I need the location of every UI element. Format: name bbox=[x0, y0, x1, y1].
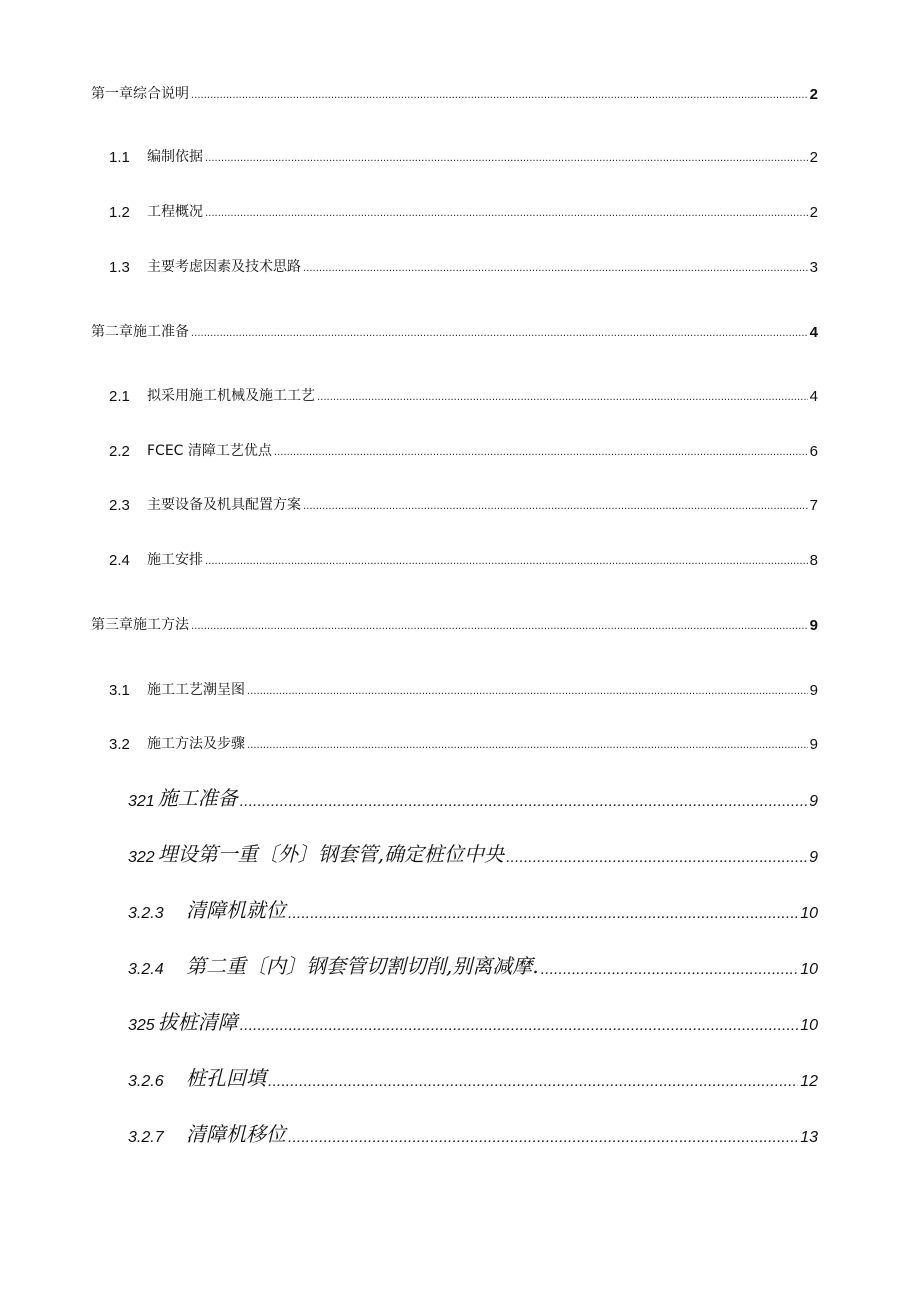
toc-leader-dots bbox=[274, 446, 808, 460]
toc-entry-number: 1.1 bbox=[109, 149, 130, 166]
toc-leader-dots bbox=[317, 391, 808, 405]
toc-page-number: 4 bbox=[809, 324, 818, 341]
toc-entry-3-2-3[interactable] bbox=[128, 897, 818, 923]
toc-entry-number: 3.1 bbox=[109, 682, 130, 699]
toc-entry-number: 325 bbox=[128, 1017, 155, 1034]
toc-leader-dots bbox=[303, 500, 808, 514]
toc-page-number: 3 bbox=[809, 259, 818, 276]
toc-page-number: 10 bbox=[800, 905, 818, 922]
toc-page-number: 10 bbox=[800, 961, 818, 978]
toc-entry-title: 施工工艺潮呈图 bbox=[147, 682, 245, 698]
toc-entry-1-3[interactable] bbox=[109, 256, 818, 276]
toc-entry-3-1[interactable] bbox=[109, 679, 818, 699]
toc-entry-2-3[interactable] bbox=[109, 494, 818, 514]
toc-entry-title: 清障机就位 bbox=[186, 898, 286, 922]
toc-entry-3-2-5[interactable] bbox=[128, 1009, 818, 1035]
toc-entry-number: 2.1 bbox=[109, 388, 130, 405]
toc-leader-dots bbox=[303, 262, 808, 276]
toc-page-number: 2 bbox=[809, 149, 818, 166]
toc-leader-dots bbox=[247, 739, 808, 753]
toc-entry-3-2-2[interactable] bbox=[128, 841, 818, 867]
toc-page-number: 7 bbox=[809, 497, 818, 514]
toc-entry-title: 编制依据 bbox=[147, 149, 203, 165]
toc-entry-number: 2.4 bbox=[109, 552, 130, 569]
toc-entry-number: 2.2 bbox=[109, 443, 130, 460]
toc-page-number: 6 bbox=[809, 443, 818, 460]
toc-entry-title: 第一章综合说明 bbox=[91, 86, 189, 102]
toc-entry-number: 321 bbox=[128, 793, 155, 810]
toc-entry-title: 第二章施工准备 bbox=[91, 324, 189, 340]
toc-page-number: 9 bbox=[809, 736, 818, 753]
toc-entry-title: 施工方法及步骤 bbox=[147, 736, 245, 752]
toc-entry-3-2-7[interactable] bbox=[128, 1121, 818, 1147]
toc-entry-3-2-4[interactable] bbox=[128, 953, 818, 979]
toc-entry-number: 1.2 bbox=[109, 204, 130, 221]
toc-leader-dots bbox=[205, 152, 808, 166]
toc-leader-dots bbox=[191, 620, 808, 634]
toc-entry-number: 3.2.6 bbox=[128, 1073, 164, 1090]
toc-page-number: 2 bbox=[809, 86, 818, 103]
toc-leader-dots bbox=[205, 207, 808, 221]
toc-entry-chapter-1[interactable] bbox=[91, 83, 818, 103]
toc-entry-3-2[interactable] bbox=[109, 733, 818, 753]
toc-leader-dots bbox=[506, 849, 807, 867]
toc-leader-dots bbox=[240, 1017, 799, 1035]
toc-entry-number: 1.3 bbox=[109, 259, 130, 276]
toc-entry-chapter-3[interactable] bbox=[91, 614, 818, 634]
toc-entry-number: 3.2.3 bbox=[128, 905, 164, 922]
toc-entry-2-2[interactable] bbox=[109, 440, 818, 460]
toc-entry-title: 主要设备及机具配置方案 bbox=[147, 497, 301, 513]
toc-entry-number: 3.2 bbox=[109, 736, 130, 753]
toc-entry-chapter-2[interactable] bbox=[91, 321, 818, 341]
toc-leader-dots bbox=[268, 1073, 798, 1091]
toc-leader-dots bbox=[247, 685, 808, 699]
toc-entry-title: 施工安排 bbox=[147, 552, 203, 568]
toc-entry-title: 第二重〔内〕钢套管切割切削,别离减摩. bbox=[186, 954, 539, 978]
toc-entry-number: 2.3 bbox=[109, 497, 130, 514]
toc-page-number: 12 bbox=[800, 1073, 818, 1090]
toc-entry-title: 工程概况 bbox=[147, 204, 203, 220]
toc-leader-dots bbox=[288, 1129, 798, 1147]
toc-page-number: 13 bbox=[800, 1129, 818, 1146]
toc-leader-dots bbox=[191, 89, 808, 103]
toc-entry-title: FCEC 清障工艺优点 bbox=[147, 443, 272, 459]
toc-entry-title: 拟采用施工机械及施工工艺 bbox=[147, 388, 315, 404]
toc-entry-2-4[interactable] bbox=[109, 549, 818, 569]
toc-entry-1-2[interactable] bbox=[109, 201, 818, 221]
toc-entry-title: 第三章施工方法 bbox=[91, 617, 189, 633]
toc-entry-3-2-1[interactable] bbox=[128, 785, 818, 811]
toc-entry-number: 322 bbox=[128, 849, 155, 866]
toc-page-number: 10 bbox=[800, 1017, 818, 1034]
toc-entry-title: 桩孔回填 bbox=[186, 1066, 266, 1090]
toc-leader-dots bbox=[191, 327, 808, 341]
toc-entry-title: 拔桩清障 bbox=[157, 1010, 238, 1034]
toc-page-number: 9 bbox=[809, 793, 818, 810]
toc-leader-dots bbox=[240, 793, 807, 811]
toc-entry-1-1[interactable] bbox=[109, 146, 818, 166]
toc-entry-number: 3.2.4 bbox=[128, 961, 164, 978]
toc-leader-dots bbox=[288, 905, 798, 923]
toc-page-number: 8 bbox=[809, 552, 818, 569]
toc-leader-dots bbox=[541, 961, 798, 979]
toc-page-number: 4 bbox=[809, 388, 818, 405]
toc-page-number: 9 bbox=[809, 682, 818, 699]
toc-entry-3-2-6[interactable] bbox=[128, 1065, 818, 1091]
toc-entry-title: 埋设第一重〔外〕钢套管,确定桩位中央 bbox=[157, 842, 505, 866]
toc-entry-title: 清障机移位 bbox=[186, 1122, 286, 1146]
toc-page-number: 2 bbox=[809, 204, 818, 221]
toc-page-number: 9 bbox=[809, 849, 818, 866]
toc-leader-dots bbox=[205, 555, 808, 569]
toc-entry-title: 施工准备 bbox=[157, 786, 238, 810]
toc-entry-2-1[interactable] bbox=[109, 385, 818, 405]
toc-entry-number: 3.2.7 bbox=[128, 1129, 164, 1146]
toc-page-number: 9 bbox=[809, 617, 818, 634]
toc-entry-title: 主要考虑因素及技术思路 bbox=[147, 259, 301, 275]
